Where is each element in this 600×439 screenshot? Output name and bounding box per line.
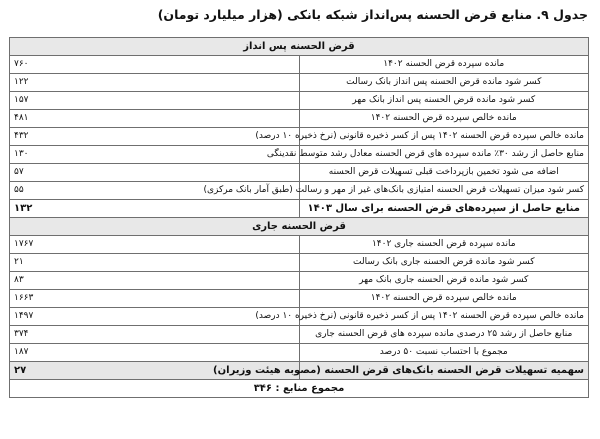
row-value: ۱۴۹۷ bbox=[10, 308, 300, 326]
total-label: مجموع منابع : ۳۴۶ bbox=[10, 380, 589, 398]
row-value: ۳۷۴ bbox=[10, 326, 300, 344]
row-label: منابع حاصل از رشد ۲۵ درصدی مانده سپرده های قرض الحسنه جاری bbox=[299, 326, 589, 344]
table-row bbox=[10, 200, 589, 218]
row-value: ۱۲۲ bbox=[10, 74, 300, 92]
row-label: کسر شود مانده قرض الحسنه پس انداز بانک مهر bbox=[299, 92, 589, 110]
table-row bbox=[10, 290, 589, 308]
table-row bbox=[10, 92, 589, 110]
row-value: ۵۷ bbox=[10, 164, 300, 182]
row-value: ۲۱ bbox=[10, 254, 300, 272]
table-row bbox=[10, 110, 589, 128]
row-label: مانده خالص سپرده قرض الحسنه ۱۴۰۲ bbox=[299, 290, 589, 308]
row-label: مانده خالص سپرده قرض الحسنه ۱۴۰۲ پس از کسر ذخیره قانونی (نرخ ذخیره ۱۰ درصد) bbox=[299, 128, 589, 146]
table-row bbox=[10, 146, 589, 164]
row-value: ۱۵۷ bbox=[10, 92, 300, 110]
row-label: مانده سپرده قرض الحسنه جاری ۱۴۰۲ bbox=[299, 236, 589, 254]
row-label: منابع حاصل از سپرده‌های قرض الحسنه برای سال ۱۴۰۳ bbox=[299, 200, 589, 218]
row-label: اضافه می شود تخمین بازپرداخت قبلی تسهیلات قرض الحسنه bbox=[299, 164, 589, 182]
row-value: ۸۳ bbox=[10, 272, 300, 290]
row-label: کسر شود مانده قرض الحسنه جاری بانک رسالت bbox=[299, 254, 589, 272]
table-row bbox=[10, 236, 589, 254]
row-label: کسر شود مانده قرض الحسنه پس انداز بانک رسالت bbox=[299, 74, 589, 92]
row-value: ۷۶۰ bbox=[10, 56, 300, 74]
row-value: ۱۶۶۳ bbox=[10, 290, 300, 308]
row-label: کسر شود مانده قرض الحسنه جاری بانک مهر bbox=[299, 272, 589, 290]
table-row bbox=[10, 182, 589, 200]
table-row bbox=[10, 74, 589, 92]
table-row bbox=[10, 272, 589, 290]
table-row bbox=[10, 128, 589, 146]
row-label: منابع حاصل از رشد ۳۰٪ مانده سپرده های قرض الحسنه معادل رشد متوسط نقدینگی bbox=[299, 146, 589, 164]
row-value: ۱۸۷ bbox=[10, 344, 300, 362]
section-header-row bbox=[10, 38, 589, 56]
row-label: مجموع با احتساب نسبت ۵۰ درصد bbox=[299, 344, 589, 362]
row-label: مانده سپرده قرض الحسنه ۱۴۰۲ bbox=[299, 56, 589, 74]
table-row bbox=[10, 308, 589, 326]
table-row bbox=[10, 56, 589, 74]
row-value: ۵۵ bbox=[10, 182, 300, 200]
sources-table bbox=[9, 37, 589, 398]
row-value: ۱۳۲ bbox=[10, 200, 300, 218]
total-row bbox=[10, 380, 589, 398]
row-label: مانده خالص سپرده قرض الحسنه ۱۴۰۲ bbox=[299, 110, 589, 128]
table-row bbox=[10, 254, 589, 272]
section-header-row bbox=[10, 218, 589, 236]
table-row bbox=[10, 344, 589, 362]
table-row bbox=[10, 164, 589, 182]
row-value: ۴۳۲ bbox=[10, 128, 300, 146]
row-value: ۴۸۱ bbox=[10, 110, 300, 128]
table-body bbox=[10, 38, 589, 398]
row-label: مانده خالص سپرده قرض الحسنه ۱۴۰۲ پس از کسر ذخیره قانونی (نرخ ذخیره ۱۰ درصد) bbox=[299, 308, 589, 326]
row-value: ۱۳۰ bbox=[10, 146, 300, 164]
section-header: قرض الحسنه پس انداز bbox=[10, 38, 589, 56]
row-label: کسر شود میزان تسهیلات قرض الحسنه امتیازی بانک‌های غیر از مهر و رسالت (طبق آمار بانک مرکزی) bbox=[299, 182, 589, 200]
row-label: سهمیه تسهیلات قرض الحسنه بانک‌های قرض الحسنه (مصوبه هیئت وزیران) bbox=[299, 362, 589, 380]
row-value: ۲۷ bbox=[10, 362, 300, 380]
section-header: قرض الحسنه جاری bbox=[10, 218, 589, 236]
table-row bbox=[10, 362, 589, 380]
row-value: ۱۷۶۷ bbox=[10, 236, 300, 254]
table-row bbox=[10, 326, 589, 344]
table-title: جدول ۹. منابع قرض الحسنه پس‌انداز شبکه بانکی (هزار میلیارد تومان) bbox=[157, 7, 588, 22]
